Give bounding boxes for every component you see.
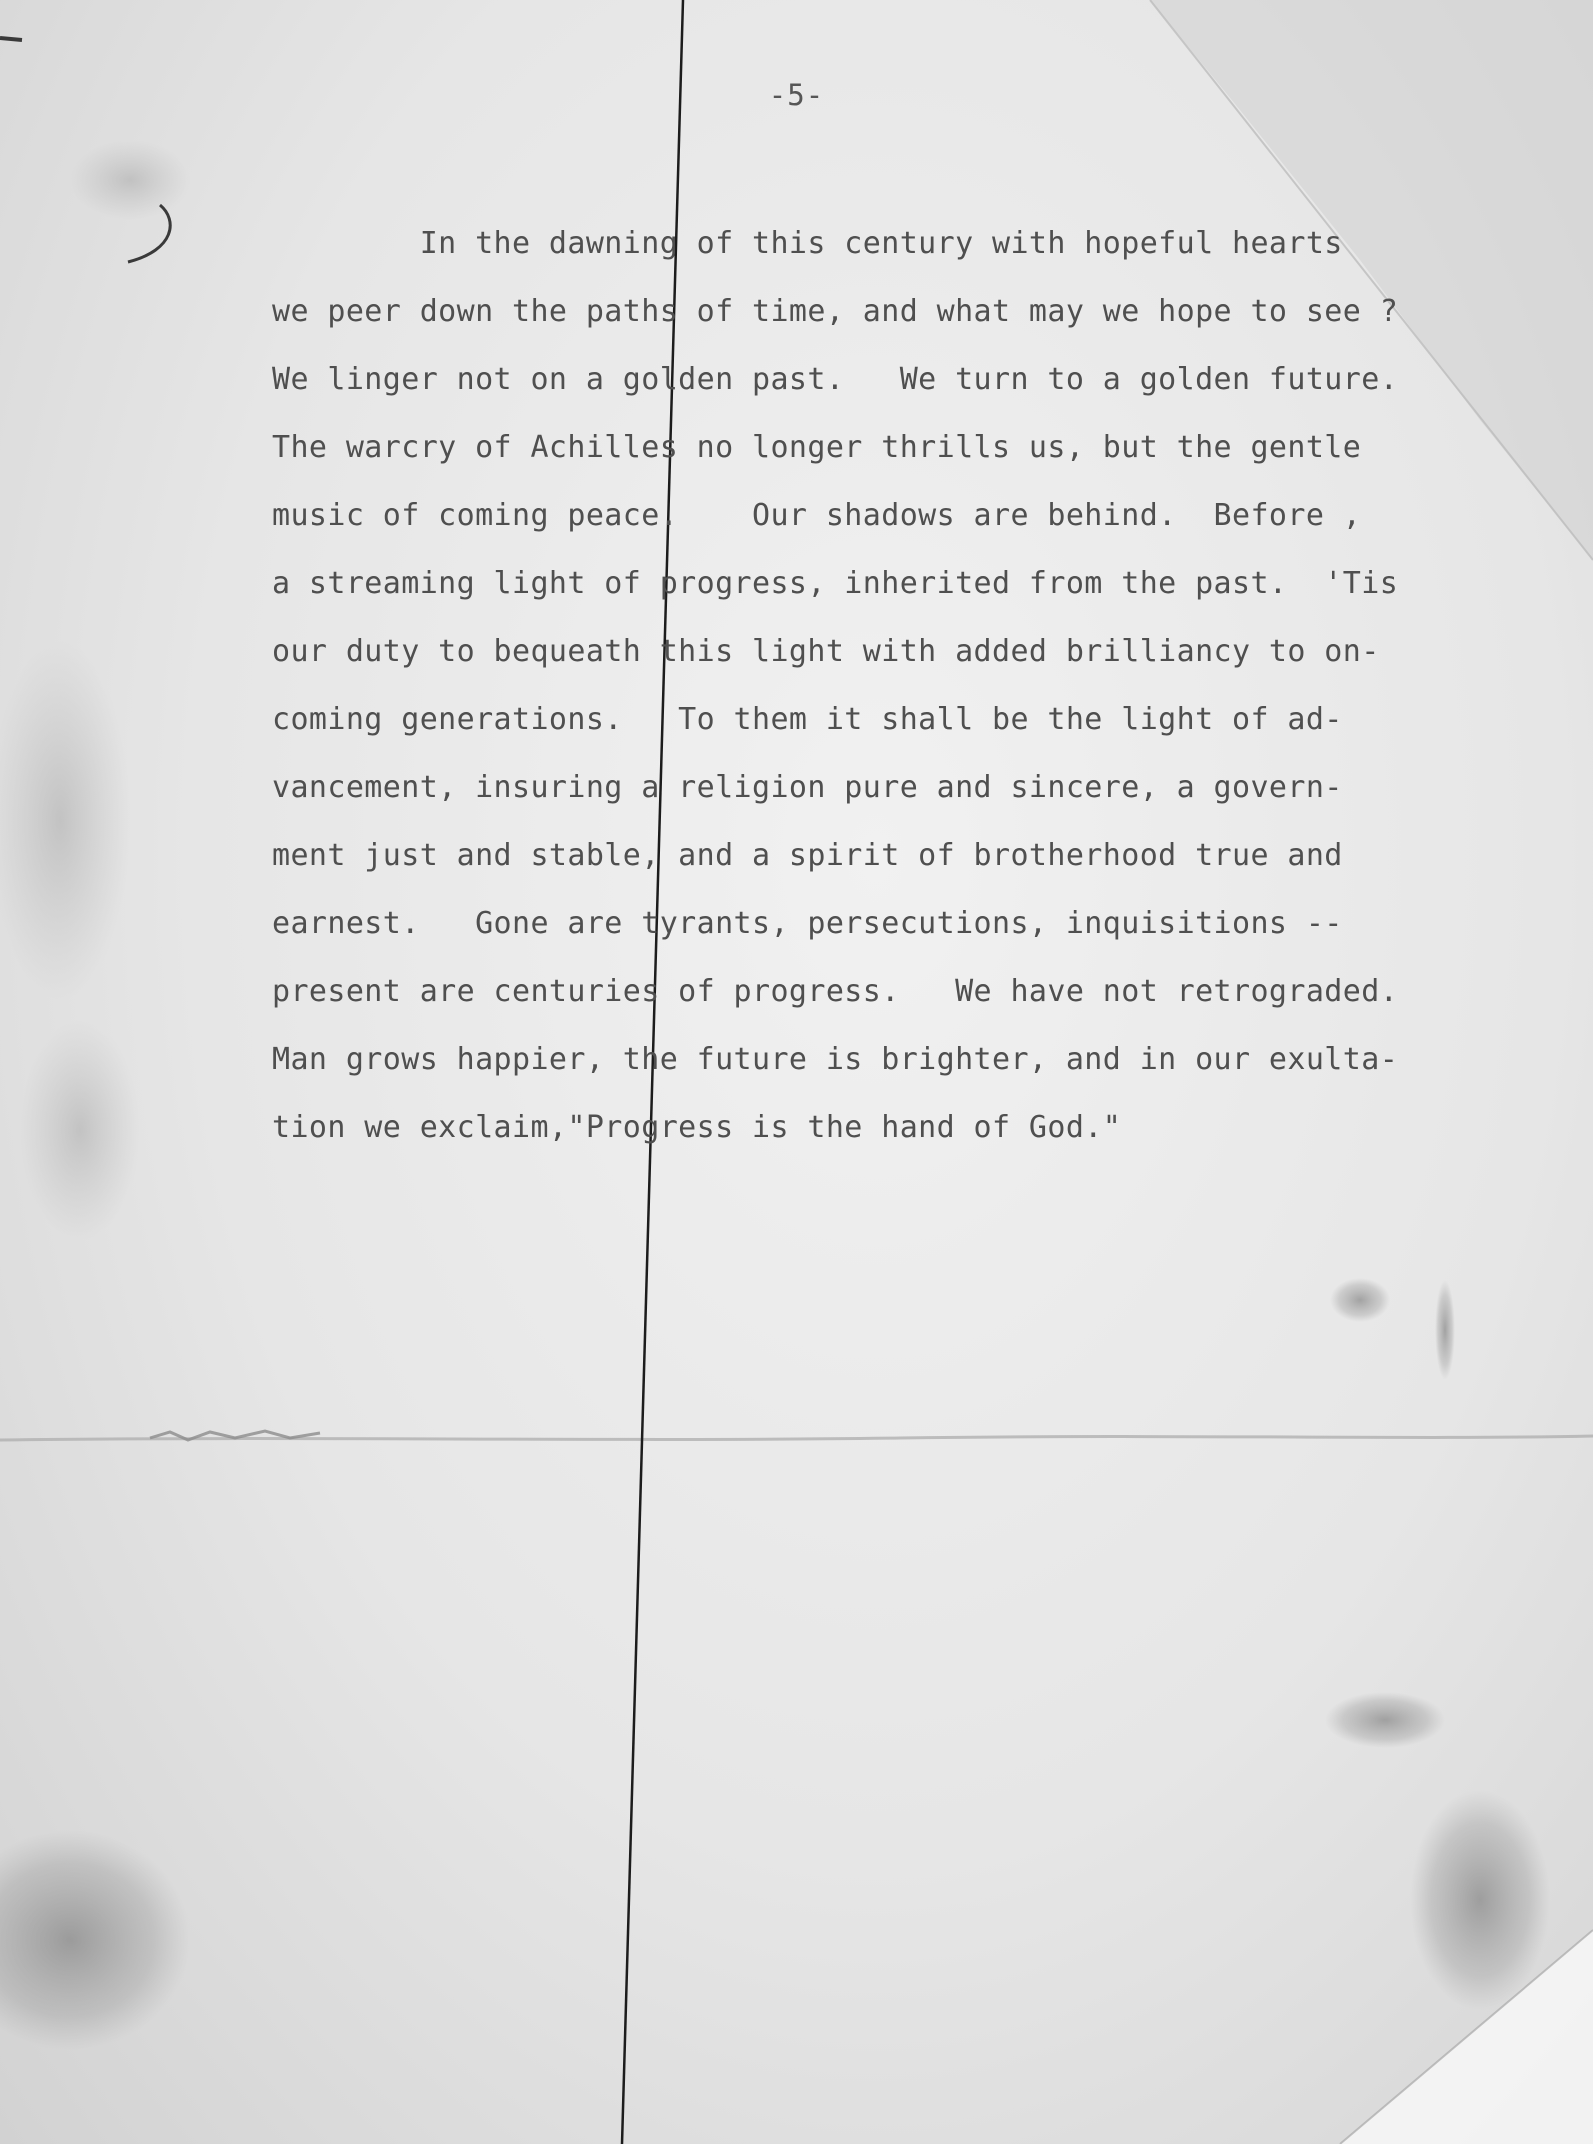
stain-bottom-right-top: [1325, 1692, 1445, 1748]
text-line: vancement, insuring a religion pure and sincere, a govern-: [272, 770, 1343, 805]
text-line: coming generations. To them it shall be the light of ad-: [272, 702, 1343, 737]
text-line: music of coming peace. Our shadows are behind. Before ,: [272, 498, 1362, 533]
text-line: our duty to bequeath this light with added brilliancy to on-: [272, 634, 1380, 669]
text-line: present are centuries of progress. We have not retrograded.: [272, 974, 1399, 1009]
text-line: We linger not on a golden past. We turn to a golden future.: [272, 362, 1399, 397]
text-line: earnest. Gone are tyrants, persecutions, inquisitions --: [272, 906, 1343, 941]
text-line: we peer down the paths of time, and what may we hope to see ?: [272, 294, 1399, 329]
edge-mark: [0, 38, 22, 40]
text-line: tion we exclaim,"Progress is the hand of God.": [272, 1110, 1122, 1145]
typewritten-paragraph: [272, 210, 1532, 1162]
text-line: Man grows happier, the future is brighter, and in our exulta-: [272, 1042, 1399, 1077]
stain-mid-right: [1330, 1278, 1390, 1322]
stain-mid-right-2: [1435, 1280, 1455, 1380]
text-line: In the dawning of this century with hopeful hearts: [272, 226, 1343, 261]
stain-top-left: [70, 140, 190, 220]
text-line: The warcry of Achilles no longer thrills us, but the gentle: [272, 430, 1362, 465]
stain-left-middle: [20, 1020, 140, 1240]
stain-bottom-left: [0, 1830, 190, 2050]
text-line: a streaming light of progress, inherited from the past. 'Tis: [272, 566, 1399, 601]
text-line: ment just and stable, and a spirit of brotherhood true and: [272, 838, 1343, 873]
stain-bottom-right: [1410, 1790, 1550, 2010]
page-number: -5-: [768, 78, 825, 112]
stain-left-upper: [0, 640, 130, 1000]
